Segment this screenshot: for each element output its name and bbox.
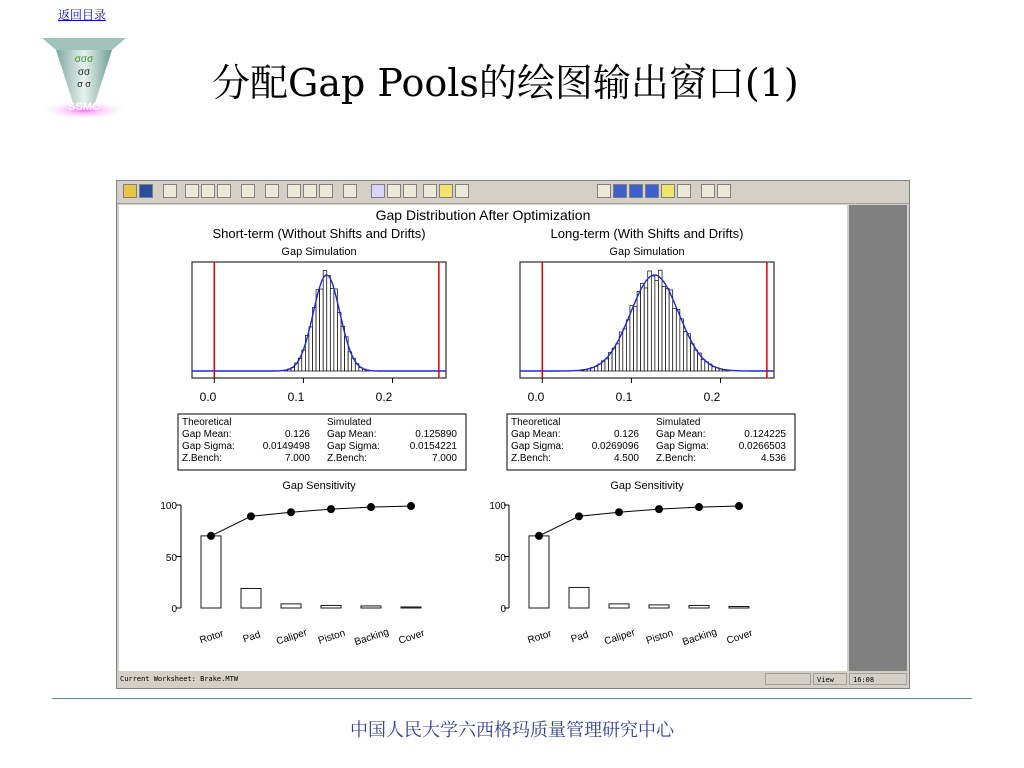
st-sens-cumulative-point bbox=[407, 502, 415, 510]
lt-hist-bin bbox=[691, 344, 695, 371]
lt-sens-cumulative-point bbox=[535, 532, 543, 540]
st-sens-category-label: Pad bbox=[241, 629, 262, 646]
lt-hist-bin bbox=[666, 289, 670, 371]
lt-sim-sigma-label: Gap Sigma: bbox=[656, 441, 709, 452]
lt-hist-bin bbox=[669, 290, 673, 371]
lt-theo-zbench-label: Z.Bench: bbox=[511, 453, 552, 464]
status-worksheet: Current Worksheet: Brake.MTW bbox=[120, 675, 239, 683]
gap-distribution-graph bbox=[119, 205, 847, 671]
window-gray-margin bbox=[849, 205, 907, 671]
lt-hist-bin bbox=[644, 288, 648, 371]
long-term-histogram bbox=[520, 262, 774, 383]
st-sens-bar-rotor bbox=[201, 536, 221, 608]
status-blank bbox=[765, 673, 811, 685]
st-theoretical-label: Theoretical bbox=[182, 417, 232, 428]
st-theo-mean: 0.126 bbox=[284, 429, 310, 440]
lt-y-tick-50: 50 bbox=[494, 553, 506, 564]
lt-theo-mean: 0.126 bbox=[613, 429, 639, 440]
status-time: 16:08 bbox=[849, 673, 907, 685]
footer-divider bbox=[52, 698, 972, 699]
lt-hist-bin bbox=[651, 276, 655, 371]
lt-sens-cumulative-point bbox=[735, 502, 743, 510]
lt-hist-bin bbox=[637, 292, 641, 371]
lt-hist-bin bbox=[623, 329, 627, 371]
st-sens-bar-cover bbox=[401, 607, 421, 608]
st-sim-zbench-label: Z.Bench: bbox=[327, 453, 368, 464]
st-sim-mean-label: Gap Mean: bbox=[327, 429, 377, 440]
st-sens-cumulative-point bbox=[287, 508, 295, 516]
lt-sens-cumulative-point bbox=[695, 503, 703, 511]
lt-sim-mean-label: Gap Mean: bbox=[656, 429, 706, 440]
lt-sim-zbench: 4.536 bbox=[760, 453, 786, 464]
lt-sim-zbench-label: Z.Bench: bbox=[656, 453, 697, 464]
worksheet-blue-icon[interactable] bbox=[629, 184, 643, 198]
lt-sens-bar-rotor bbox=[529, 536, 549, 608]
lt-hist-bin bbox=[676, 309, 680, 371]
lt-sens-cumulative-point bbox=[575, 512, 583, 520]
lt-hist-bin bbox=[648, 271, 652, 371]
st-hist-bin bbox=[330, 288, 334, 371]
short-term-x-tick-0: 0.0 bbox=[199, 390, 217, 404]
st-sens-bar-backing bbox=[361, 606, 381, 608]
st-theo-sigma: 0.0149498 bbox=[262, 441, 310, 452]
lt-hist-bin bbox=[641, 283, 645, 371]
back-to-contents-link[interactable]: 返回目录 bbox=[58, 8, 107, 22]
cancel-icon[interactable] bbox=[423, 184, 437, 198]
lt-sens-bar-pad bbox=[569, 587, 589, 608]
st-sens-category-label: Cover bbox=[397, 628, 427, 647]
graph-manager-icon[interactable] bbox=[701, 184, 715, 198]
lt-hist-bin bbox=[605, 359, 609, 371]
print-icon[interactable] bbox=[163, 184, 177, 198]
lt-hist-bin bbox=[683, 332, 687, 371]
st-hist-bin bbox=[320, 289, 324, 371]
lt-sens-cumulative-point bbox=[615, 508, 623, 516]
lt-theo-sigma-label: Gap Sigma: bbox=[511, 441, 564, 452]
st-theo-zbench: 7.000 bbox=[284, 453, 310, 464]
st-sim-zbench: 7.000 bbox=[431, 453, 457, 464]
lt-theo-zbench: 4.500 bbox=[613, 453, 639, 464]
layout-icon[interactable] bbox=[717, 184, 731, 198]
status-bar bbox=[117, 672, 909, 687]
st-sens-category-label: Rotor bbox=[198, 628, 226, 647]
st-y-tick-50: 50 bbox=[165, 553, 177, 564]
main-title: Gap Distribution After Optimization bbox=[375, 207, 591, 223]
lt-hist-bin bbox=[630, 306, 634, 371]
long-term-sim-title: Gap Simulation bbox=[609, 246, 685, 258]
undo-icon[interactable] bbox=[241, 184, 255, 198]
lt-hist-bin bbox=[680, 319, 684, 371]
lt-sens-bar-cover bbox=[729, 606, 749, 608]
long-term-sensitivity-chart bbox=[504, 502, 755, 648]
st-sens-cumulative-point bbox=[367, 503, 375, 511]
lt-hist-bin bbox=[694, 350, 698, 371]
lt-theo-mean-label: Gap Mean: bbox=[511, 429, 561, 440]
lt-sim-mean: 0.124225 bbox=[744, 429, 786, 440]
paste-icon[interactable] bbox=[217, 184, 231, 198]
short-term-x-tick-2: 0.2 bbox=[375, 390, 393, 404]
st-theo-zbench-label: Z.Bench: bbox=[182, 453, 223, 464]
st-sens-cumulative-line bbox=[211, 506, 411, 536]
graph-canvas bbox=[119, 205, 847, 671]
ssmc-logo bbox=[32, 28, 136, 124]
st-y-tick-0: 0 bbox=[171, 604, 177, 615]
minitab-graph-window bbox=[116, 180, 910, 689]
st-sens-bar-pad bbox=[241, 588, 261, 608]
st-sim-sigma: 0.0154221 bbox=[409, 441, 457, 452]
logo-ssmc-text: SSMC bbox=[68, 101, 100, 113]
slide-title: 分配Gap Pools的绘图输出窗口(1) bbox=[212, 61, 799, 105]
lt-sim-sigma: 0.0266503 bbox=[738, 441, 786, 452]
help-icon[interactable] bbox=[439, 184, 453, 198]
project-manager-icon[interactable] bbox=[303, 184, 317, 198]
pen-icon[interactable] bbox=[403, 184, 417, 198]
short-term-sens-title: Gap Sensitivity bbox=[282, 480, 356, 492]
st-sens-category-label: Caliper bbox=[275, 627, 309, 648]
st-sim-sigma-label: Gap Sigma: bbox=[327, 441, 380, 452]
st-sens-cumulative-point bbox=[207, 532, 215, 540]
long-term-x-tick-0: 0.0 bbox=[527, 390, 545, 404]
lt-hist-bin bbox=[612, 348, 616, 371]
lt-sens-bar-backing bbox=[689, 605, 709, 608]
st-hist-bin bbox=[316, 290, 320, 371]
logo-sigma-row-1: σσσ bbox=[74, 54, 94, 65]
lt-sens-category-label: Rotor bbox=[526, 628, 554, 647]
st-sens-category-label: Backing bbox=[353, 626, 391, 649]
edit-graph-icon[interactable] bbox=[387, 184, 401, 198]
st-theo-mean-label: Gap Mean: bbox=[182, 429, 232, 440]
lt-hist-bin bbox=[655, 280, 659, 371]
save-icon[interactable] bbox=[139, 184, 153, 198]
st-sim-mean: 0.125890 bbox=[415, 429, 457, 440]
lt-hist-bin bbox=[626, 320, 630, 371]
st-sens-cumulative-point bbox=[247, 512, 255, 520]
lt-hist-bin bbox=[616, 344, 620, 371]
lt-sens-category-label: Pad bbox=[569, 629, 590, 646]
long-term-x-tick-1: 0.1 bbox=[615, 390, 633, 404]
data-window-icon[interactable] bbox=[287, 184, 301, 198]
lt-sens-bar-caliper bbox=[609, 604, 629, 608]
logo-sigma-row-2: σσ bbox=[77, 67, 91, 78]
logo-sigma-row-3: σ σ bbox=[77, 79, 91, 89]
bring-forward-icon[interactable] bbox=[597, 184, 611, 198]
open-icon[interactable] bbox=[123, 184, 137, 198]
cut-icon[interactable] bbox=[185, 184, 199, 198]
long-term-x-tick-2: 0.2 bbox=[703, 390, 721, 404]
lt-sens-bar-piston bbox=[649, 605, 669, 608]
lt-sens-category-label: Piston bbox=[644, 627, 675, 647]
short-term-x-tick-1: 0.1 bbox=[287, 390, 305, 404]
status-mode: View bbox=[813, 673, 847, 685]
lt-theoretical-label: Theoretical bbox=[511, 417, 561, 428]
lt-hist-bin bbox=[634, 307, 638, 371]
lt-sens-cumulative-line bbox=[539, 506, 739, 536]
worksheet-icon[interactable] bbox=[319, 184, 333, 198]
short-term-histogram bbox=[192, 262, 446, 383]
lt-hist-bin bbox=[662, 287, 666, 371]
copy-icon[interactable] bbox=[201, 184, 215, 198]
report-icon[interactable] bbox=[677, 184, 691, 198]
lt-sens-category-label: Cover bbox=[725, 628, 755, 647]
st-sens-bar-caliper bbox=[281, 604, 301, 608]
history-icon[interactable] bbox=[661, 184, 675, 198]
st-hist-bin bbox=[337, 312, 341, 371]
st-simulated-label: Simulated bbox=[327, 417, 372, 428]
short-term-title: Short-term (Without Shifts and Drifts) bbox=[212, 226, 426, 241]
lt-simulated-label: Simulated bbox=[656, 417, 701, 428]
long-term-title: Long-term (With Shifts and Drifts) bbox=[550, 226, 744, 241]
session-blue-icon[interactable] bbox=[613, 184, 627, 198]
lt-y-tick-100: 100 bbox=[489, 501, 506, 512]
lt-sens-cumulative-point bbox=[655, 505, 663, 513]
lt-hist-bin bbox=[701, 359, 705, 371]
lt-hist-bin bbox=[673, 308, 677, 371]
st-y-tick-100: 100 bbox=[160, 501, 177, 512]
graph-toolbar bbox=[117, 181, 909, 204]
footer-organization: 中国人民大学六西格玛质量管理研究中心 bbox=[350, 720, 674, 741]
lt-hist-bin bbox=[658, 270, 662, 371]
short-term-sensitivity-chart bbox=[176, 502, 427, 648]
short-term-sim-title: Gap Simulation bbox=[281, 246, 357, 258]
long-term-sens-title: Gap Sensitivity bbox=[610, 480, 684, 492]
st-sens-bar-piston bbox=[321, 605, 341, 608]
session-window-icon[interactable] bbox=[265, 184, 279, 198]
brush-icon[interactable] bbox=[371, 184, 385, 198]
st-hist-bin bbox=[327, 276, 331, 371]
lt-theo-sigma: 0.0269096 bbox=[591, 441, 639, 452]
st-hist-bin bbox=[323, 270, 327, 371]
st-sens-category-label: Piston bbox=[316, 627, 347, 647]
stat-guide-icon[interactable] bbox=[455, 184, 469, 198]
lt-sens-category-label: Backing bbox=[681, 626, 719, 649]
st-sens-cumulative-point bbox=[327, 505, 335, 513]
st-hist-bin bbox=[309, 327, 313, 371]
info-icon[interactable] bbox=[645, 184, 659, 198]
lt-sens-category-label: Caliper bbox=[603, 627, 637, 648]
st-theo-sigma-label: Gap Sigma: bbox=[182, 441, 235, 452]
graph-folder-icon[interactable] bbox=[343, 184, 357, 198]
lt-y-tick-0: 0 bbox=[500, 604, 506, 615]
